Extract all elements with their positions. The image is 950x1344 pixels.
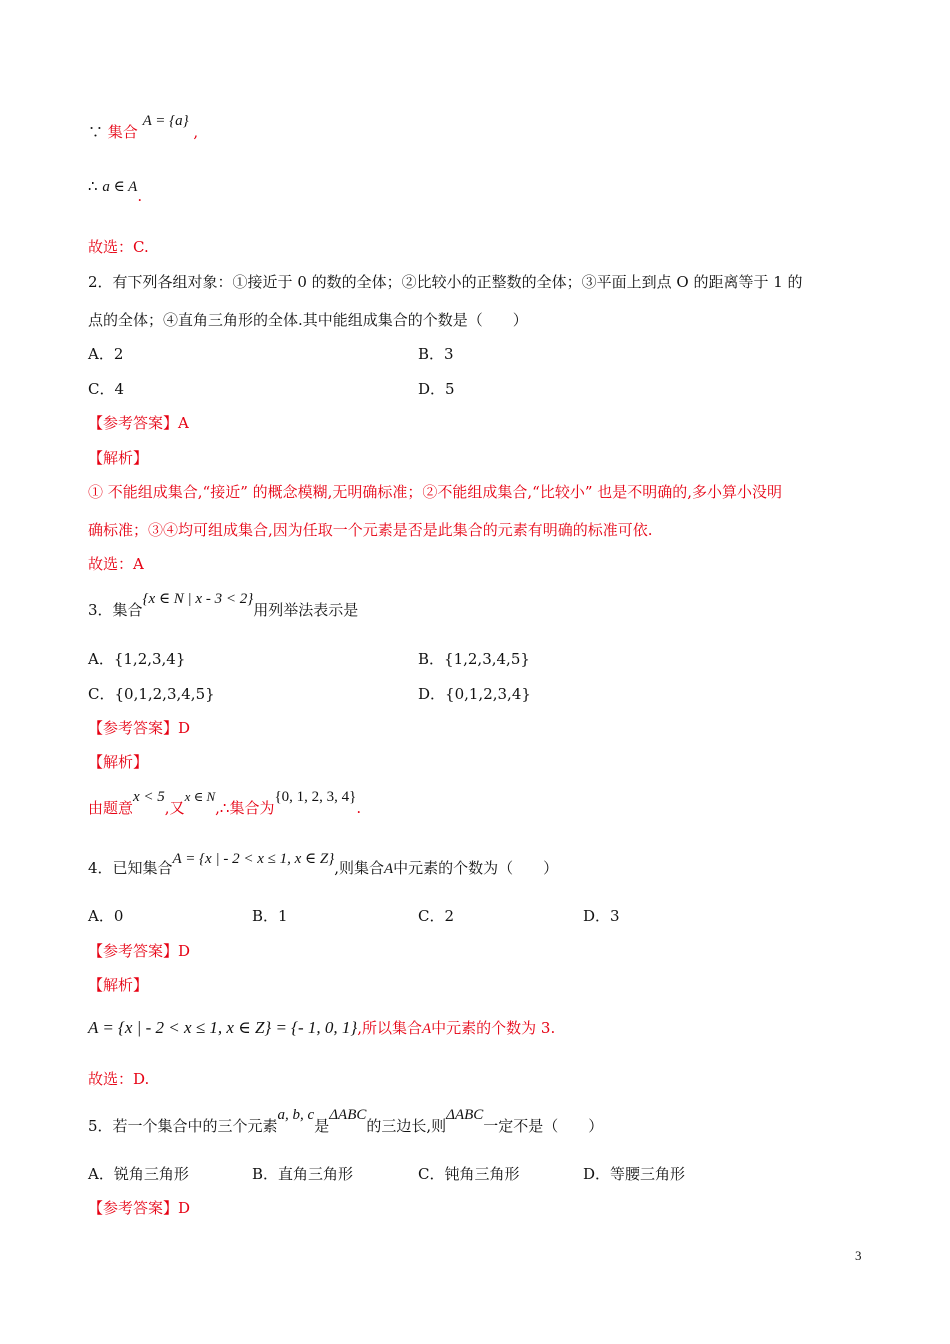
set-label: 集合 xyxy=(107,123,138,141)
q2-option-b: B．3 xyxy=(418,345,454,363)
q5-prefix: 5．若一个集合中的三个元素 xyxy=(88,1117,278,1135)
q2-analysis-label: 【解析】 xyxy=(88,449,149,467)
q3-option-c: C．{0,1,2,3,4,5} xyxy=(88,685,215,703)
q4-option-c: C．2 xyxy=(418,907,455,925)
q2-stem-line1: 2．有下列各组对象：①接近于 0 的数的全体；②比较小的正整数的全体；③平面上到点 O 的距离等于 1 的 xyxy=(88,273,803,291)
q3-analysis-text-d: . xyxy=(356,799,362,817)
q3-stem xyxy=(88,591,359,621)
q4-set-expression: A = {x | - 2 < x ≤ 1, x ∈ Z} xyxy=(172,851,335,867)
q3-analysis-text-c: ,∴集合为 xyxy=(215,799,275,817)
q5-math2: ΔABC xyxy=(329,1107,367,1123)
q2-analysis-line2: 确标准；③④均可组成集合,因为任取一个元素是否是此集合的元素有明确的标准可依. xyxy=(88,521,653,539)
q4-suffix: 中元素的个数为（ ） xyxy=(393,859,559,877)
q3-set-expression: {x ∈ N | x - 3 < 2} xyxy=(142,591,254,607)
q3-prefix: 3．集合 xyxy=(88,601,143,619)
q5-math3: ΔABC xyxy=(446,1107,484,1123)
q4-option-a: A．0 xyxy=(88,907,124,925)
q4-analysis xyxy=(88,1018,555,1039)
q1-because-line xyxy=(88,113,199,143)
q5-mid1: 是 xyxy=(314,1117,330,1135)
q4-final: 故选：D. xyxy=(88,1070,150,1088)
q2-option-c: C．4 xyxy=(88,380,125,398)
q5-mid2: 的三边长,则 xyxy=(366,1117,447,1135)
q5-answer: 【参考答案】D xyxy=(88,1199,191,1217)
q4-prefix: 4．已知集合 xyxy=(88,859,173,877)
period: . xyxy=(137,187,143,205)
q3-answer: 【参考答案】D xyxy=(88,719,191,737)
q3-option-b: B．{1,2,3,4,5} xyxy=(418,650,530,668)
q4-analysis-expression: A = {x | - 2 < x ≤ 1, x ∈ Z} = {- 1, 0, 1} xyxy=(88,1018,358,1037)
q5-math1: a, b, c xyxy=(277,1107,315,1123)
q1-therefore-line xyxy=(88,176,143,205)
q4-option-b: B．1 xyxy=(252,907,288,925)
q3-analysis-label: 【解析】 xyxy=(88,753,149,771)
q3-analysis-math1: x < 5 xyxy=(133,789,165,805)
q3-option-d: D．{0,1,2,3,4} xyxy=(418,685,531,703)
page-number: 3 xyxy=(855,1248,862,1263)
q5-suffix: 一定不是（ ） xyxy=(483,1117,604,1135)
q4-mid: ,则集合 xyxy=(334,859,384,877)
q2-answer: 【参考答案】A xyxy=(88,414,189,432)
q5-option-a: A．锐角三角形 xyxy=(88,1165,189,1183)
q3-analysis-text-a: 由题意 xyxy=(88,799,134,817)
set-expression: A = {a} xyxy=(142,113,189,129)
q5-stem xyxy=(88,1107,604,1137)
comma: , xyxy=(193,123,199,141)
q4-analysis-label: 【解析】 xyxy=(88,976,149,994)
q4-answer: 【参考答案】D xyxy=(88,942,191,960)
conclusion-expression: a ∈ A xyxy=(102,179,138,195)
q2-stem-line2: 点的全体；④直角三角形的全体.其中能组成集合的个数是（ ） xyxy=(88,311,528,329)
q5-option-b: B．直角三角形 xyxy=(252,1165,354,1183)
because-symbol: ∵ xyxy=(88,123,104,141)
q4-analysis-text-b: 中元素的个数为 3. xyxy=(431,1019,556,1037)
q2-analysis-line1: ① 不能组成集合,“接近” 的概念模糊,无明确标准；②不能组成集合,“比较小” 也是不明确的,多小算小没明 xyxy=(88,483,783,501)
q3-suffix: 用列举法表示是 xyxy=(253,601,359,619)
q4-var: A xyxy=(383,861,394,877)
q3-analysis-math3: {0, 1, 2, 3, 4} xyxy=(274,789,357,805)
q3-analysis-text-b: ,又 xyxy=(164,799,185,817)
q5-option-d: D．等腰三角形 xyxy=(583,1165,686,1183)
q3-analysis-math2: x ∈ N xyxy=(184,789,216,804)
q3-analysis xyxy=(88,789,362,819)
q2-option-d: D．5 xyxy=(418,380,455,398)
q2-final: 故选：A xyxy=(88,555,144,573)
q4-stem xyxy=(88,851,559,879)
q2-option-a: A．2 xyxy=(88,345,124,363)
q4-analysis-text-a: ,所以集合 xyxy=(357,1019,422,1037)
q4-option-d: D．3 xyxy=(583,907,620,925)
q3-option-a: A．{1,2,3,4} xyxy=(88,650,186,668)
q5-option-c: C．钝角三角形 xyxy=(418,1165,520,1183)
q4-analysis-var: A xyxy=(421,1021,432,1037)
therefore-symbol: ∴ xyxy=(88,177,98,195)
q1-answer-line: 故选：C. xyxy=(88,238,149,256)
